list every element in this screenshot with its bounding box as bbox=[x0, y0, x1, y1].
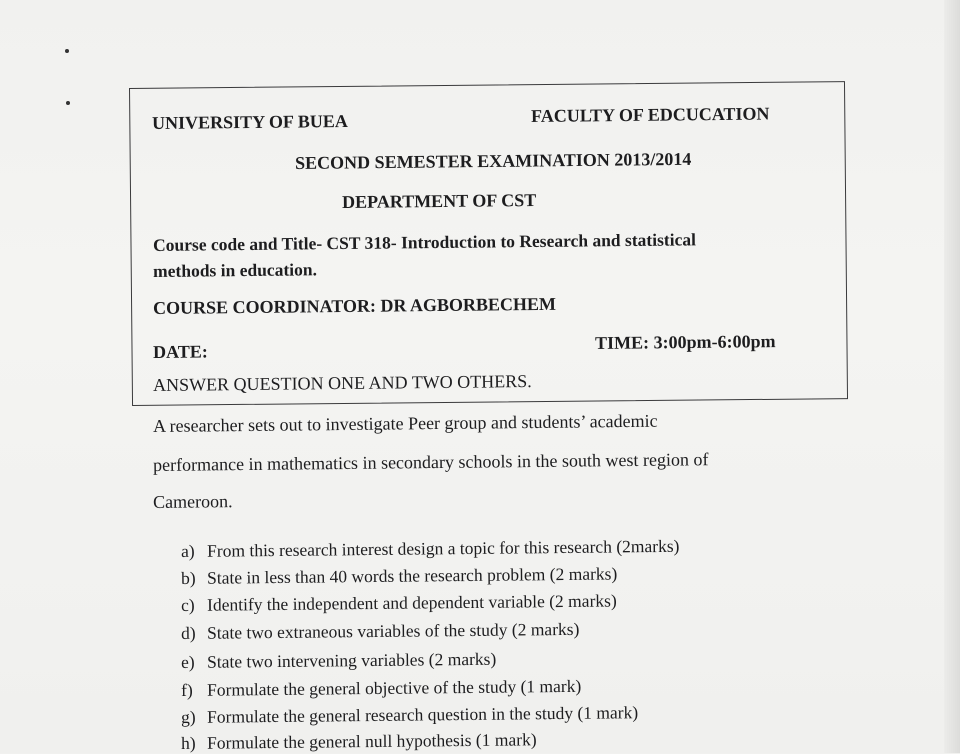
sub-question-letter: a) bbox=[181, 540, 195, 561]
sub-question bbox=[181, 536, 680, 562]
page-edge-shadow bbox=[944, 0, 960, 753]
sub-question bbox=[181, 729, 537, 754]
sub-question bbox=[181, 619, 579, 644]
sub-question-letter: d) bbox=[181, 622, 196, 643]
sub-question-letter: b) bbox=[181, 567, 196, 588]
sub-question-letter: h) bbox=[181, 732, 196, 753]
sub-question-text: Formulate the general research question in the study (1 mark) bbox=[206, 702, 639, 727]
sub-question bbox=[181, 590, 617, 616]
department-name: DEPARTMENT OF CST bbox=[342, 189, 537, 212]
margin-dot bbox=[66, 101, 70, 105]
sub-question-letter: g) bbox=[181, 706, 196, 727]
exam-title: SECOND SEMESTER EXAMINATION 2013/2014 bbox=[295, 148, 692, 173]
course-title-line2: methods in education. bbox=[153, 259, 318, 281]
sub-question bbox=[181, 702, 638, 728]
sub-question-text: State two intervening variables (2 marks) bbox=[206, 648, 497, 672]
sub-question-letter: e) bbox=[181, 651, 195, 672]
date-label: DATE: bbox=[153, 341, 208, 362]
sub-question-letter: f) bbox=[181, 679, 193, 700]
sub-question-text: Formulate the general objective of the study (1 mark) bbox=[206, 675, 582, 700]
sub-question-text: Formulate the general null hypothesis (1 mark) bbox=[206, 729, 537, 753]
sub-question-text: State in less than 40 words the research problem (2 marks) bbox=[206, 563, 618, 588]
faculty-name: FACULTY OF EDCUCATION bbox=[531, 103, 770, 126]
question-stem-line3: Cameroon. bbox=[153, 491, 233, 512]
instruction: ANSWER QUESTION ONE AND TWO OTHERS. bbox=[153, 371, 532, 395]
sub-question bbox=[181, 676, 581, 701]
university-name: UNIVERSITY OF BUEA bbox=[152, 110, 348, 133]
sub-question-text: State two extraneous variables of the study (2 marks) bbox=[206, 618, 580, 643]
question-stem-line2: performance in mathematics in secondary schools in the south west region of bbox=[153, 449, 709, 475]
sub-question bbox=[181, 649, 496, 673]
sub-question-letter: c) bbox=[181, 594, 195, 615]
margin-dot bbox=[65, 49, 69, 53]
course-coordinator: COURSE COORDINATOR: DR AGBORBECHEM bbox=[153, 293, 557, 318]
exam-time: TIME: 3:00pm-6:00pm bbox=[595, 331, 776, 353]
course-title-line1: Course code and Title- CST 318- Introduction to Research and statistical bbox=[153, 229, 697, 255]
sub-question-text: Identify the independent and dependent variable (2 marks) bbox=[206, 590, 617, 615]
question-stem-line1: A researcher sets out to investigate Peer group and students’ academic bbox=[153, 410, 658, 436]
sub-question bbox=[181, 563, 617, 589]
sub-question-text: From this research interest design a topic for this research (2marks) bbox=[206, 535, 680, 561]
